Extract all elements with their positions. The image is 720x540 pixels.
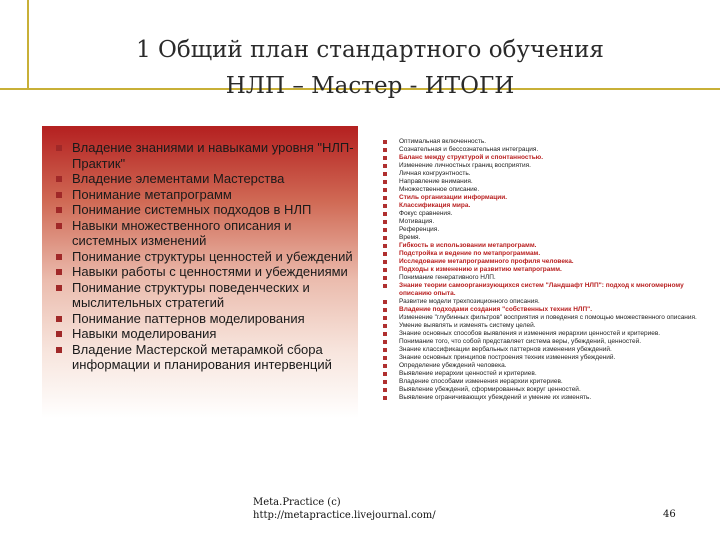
right-list-item-text: Стиль организации информации. <box>399 194 508 201</box>
right-list-item-text: Подходы к изменению и развитию метапрограмм. <box>399 266 562 273</box>
right-bullet-list <box>383 138 703 402</box>
right-list-item-text: Референция. <box>399 226 440 233</box>
square-bullet-icon <box>56 316 62 322</box>
right-list-item <box>383 314 703 322</box>
right-list-item-text: Сознательная и бессознательная интеграция. <box>399 146 539 153</box>
square-bullet-icon <box>56 145 62 151</box>
right-list-item-text: Знание основных принципов построения техник изменения убеждений. <box>399 354 616 361</box>
right-list-item-text: Время. <box>399 234 421 241</box>
page-number: 46 <box>663 509 676 520</box>
right-list-item <box>383 170 703 178</box>
square-bullet-icon <box>383 348 387 352</box>
square-bullet-icon <box>383 324 387 328</box>
right-list-item-text: Фокус сравнения. <box>399 210 453 217</box>
right-list-item <box>383 234 703 242</box>
right-list-item <box>383 226 703 234</box>
square-bullet-icon <box>383 260 387 264</box>
right-list-item-text: Оптимальная включенность. <box>399 138 487 145</box>
right-list-item <box>383 162 703 170</box>
right-list-item <box>383 250 703 258</box>
square-bullet-icon <box>383 284 387 288</box>
square-bullet-icon <box>56 331 62 337</box>
square-bullet-icon <box>383 252 387 256</box>
right-list-item-text: Владение подходами создания "собственных техник НЛП". <box>399 306 593 313</box>
square-bullet-icon <box>383 276 387 280</box>
square-bullet-icon <box>383 356 387 360</box>
square-bullet-icon <box>383 172 387 176</box>
square-bullet-icon <box>383 220 387 224</box>
right-list-item-text: Изменение "глубинных фильтров" восприятия и поведения с помощью множественного описания. <box>399 314 697 321</box>
right-list-item-text: Мотивация. <box>399 218 435 225</box>
right-list-item <box>383 330 703 338</box>
square-bullet-icon <box>383 180 387 184</box>
left-list-item <box>56 326 356 342</box>
square-bullet-icon <box>383 364 387 368</box>
left-list-item <box>56 171 356 187</box>
right-list-item <box>383 362 703 370</box>
title-line-1: 1 Общий план стандартного обучения <box>136 37 604 63</box>
right-list-item-text: Знание классификации вербальных паттернов изменения убеждений. <box>399 346 612 353</box>
slide-title <box>40 32 700 104</box>
square-bullet-icon <box>56 285 62 291</box>
square-bullet-icon <box>383 268 387 272</box>
right-list-item-text: Личная конгруэнтность. <box>399 170 471 177</box>
left-list-item <box>56 264 356 280</box>
square-bullet-icon <box>383 372 387 376</box>
right-list-item-text: Владение способами изменения иерархии критериев. <box>399 378 563 385</box>
right-list-item <box>383 370 703 378</box>
square-bullet-icon <box>383 332 387 336</box>
left-list-item-text: Навыки работы с ценностями и убеждениями <box>72 264 348 279</box>
left-list-item-text: Понимание структуры поведенческих и мыслительных стратегий <box>72 279 310 310</box>
right-list-item-text: Определение убеждений человека. <box>399 362 507 369</box>
left-list-item <box>56 280 356 311</box>
right-list-item <box>383 378 703 386</box>
title-line-2: НЛП – Мастер - ИТОГИ <box>225 73 515 99</box>
footer <box>253 496 436 522</box>
left-list-item <box>56 202 356 218</box>
right-list-item <box>383 146 703 154</box>
square-bullet-icon <box>383 148 387 152</box>
square-bullet-icon <box>56 223 62 229</box>
left-bullet-list <box>56 140 356 373</box>
decorative-vertical-line <box>27 0 29 90</box>
right-list-item <box>383 386 703 394</box>
square-bullet-icon <box>383 308 387 312</box>
right-list-item-text: Гибкость в использовании метапрограмм. <box>399 242 537 249</box>
square-bullet-icon <box>383 300 387 304</box>
left-list-item <box>56 249 356 265</box>
right-list-item <box>383 186 703 194</box>
square-bullet-icon <box>56 254 62 260</box>
right-list-item <box>383 298 703 306</box>
left-list-item <box>56 311 356 327</box>
right-list-item-text: Понимание генеративного НЛП. <box>399 274 496 281</box>
right-list-item <box>383 346 703 354</box>
right-list-item <box>383 322 703 330</box>
right-list-item-text: Направление внимания. <box>399 178 473 185</box>
left-list-item-text: Владение элементами Мастерства <box>72 171 285 186</box>
left-list-item-text: Навыки множественного описания и системных изменений <box>72 217 292 248</box>
square-bullet-icon <box>383 196 387 200</box>
right-list-item-text: Выявление иерархии ценностей и критериев. <box>399 370 537 377</box>
square-bullet-icon <box>56 176 62 182</box>
square-bullet-icon <box>383 212 387 216</box>
left-list-item-text: Владение знаниями и навыками уровня "НЛП-Практик" <box>72 140 354 171</box>
square-bullet-icon <box>383 340 387 344</box>
square-bullet-icon <box>56 347 62 353</box>
square-bullet-icon <box>383 244 387 248</box>
right-list-item-text: Знание теории самоорганизующихся систем "Ландшафт НЛП": подход к многомерному описанию опыта. <box>399 282 684 297</box>
footer-copyright: Meta.Practice (c) <box>253 497 341 508</box>
square-bullet-icon <box>383 236 387 240</box>
right-list-item <box>383 274 703 282</box>
right-list-item <box>383 154 703 162</box>
left-list-item-text: Владение Мастерской метарамкой сбора информации и планирования интервенций <box>72 341 332 372</box>
right-list-item-text: Изменение личностных границ восприятия. <box>399 162 531 169</box>
right-list-item-text: Классификация мира. <box>399 202 471 209</box>
right-list-item-text: Умение выявлять и изменять систему целей. <box>399 322 536 329</box>
right-list-item-text: Развитие модели трехпозиционного описания. <box>399 298 540 305</box>
right-list-item <box>383 266 703 274</box>
left-list-item-text: Понимание паттернов моделирования <box>72 310 305 326</box>
footer-url: http://metapractice.livejournal.com/ <box>253 510 436 521</box>
right-list-item <box>383 178 703 186</box>
right-list-item <box>383 306 703 314</box>
left-list-item <box>56 218 356 249</box>
right-list-item-text: Исследование метапрограммного профиля человека. <box>399 258 574 265</box>
right-list-item <box>383 138 703 146</box>
right-list-item <box>383 258 703 266</box>
square-bullet-icon <box>383 156 387 160</box>
right-list-item <box>383 354 703 362</box>
square-bullet-icon <box>383 388 387 392</box>
right-list-item-text: Понимание того, что собой представляет система веры, убеждений, ценностей. <box>399 338 642 345</box>
right-list-item <box>383 218 703 226</box>
square-bullet-icon <box>56 269 62 275</box>
right-list-item <box>383 282 703 298</box>
right-list-item-text: Выявление ограничивающих убеждений и умение их изменять. <box>399 394 592 401</box>
square-bullet-icon <box>383 380 387 384</box>
right-list-item <box>383 242 703 250</box>
square-bullet-icon <box>383 396 387 400</box>
left-list-item-text: Понимание системных подходов в НЛП <box>72 202 312 217</box>
square-bullet-icon <box>383 188 387 192</box>
left-list-item-text: Понимание структуры ценностей и убеждений <box>72 248 353 264</box>
left-list-item <box>56 342 356 373</box>
square-bullet-icon <box>383 140 387 144</box>
right-list-item-text: Баланс между структурой и спонтанностью. <box>399 154 544 161</box>
right-list-item-text: Подстройка и ведение по метапрограммам. <box>399 250 541 257</box>
left-list-item-text: Навыки моделирования <box>72 326 217 341</box>
right-list-item-text: Множественное описание. <box>399 186 480 193</box>
left-list-item <box>56 187 356 203</box>
right-list-item <box>383 338 703 346</box>
right-list-item <box>383 194 703 202</box>
right-list-item <box>383 210 703 218</box>
square-bullet-icon <box>383 228 387 232</box>
square-bullet-icon <box>56 192 62 198</box>
right-list-item-text: Знание основных способов выявления и изменения иерархии ценностей и критериев. <box>399 330 661 337</box>
square-bullet-icon <box>56 207 62 213</box>
square-bullet-icon <box>383 204 387 208</box>
right-list-item <box>383 394 703 402</box>
left-list-item-text: Понимание метапрограмм <box>72 186 232 202</box>
right-list-item-text: Выявление убеждений, сформированных вокруг ценностей. <box>399 386 581 393</box>
square-bullet-icon <box>383 164 387 168</box>
right-list-item <box>383 202 703 210</box>
left-list-item <box>56 140 356 171</box>
square-bullet-icon <box>383 316 387 320</box>
